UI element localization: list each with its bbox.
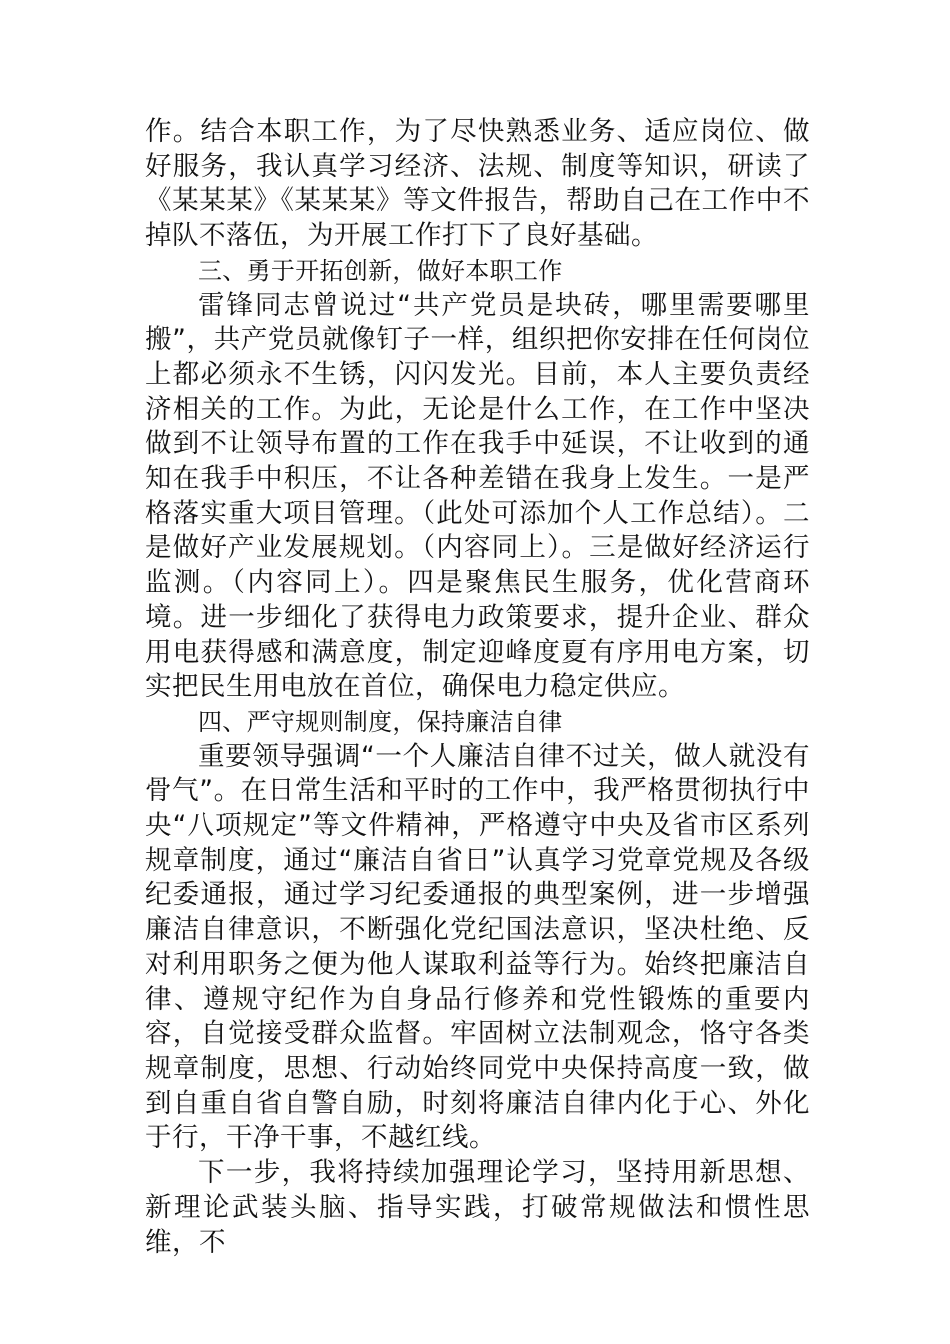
body-paragraph-continued: 作。结合本职工作，为了尽快熟悉业务、适应岗位、做好服务，我认真学习经济、法规、制度等知识，研读了《某某某》《某某某》等文件报告，帮助自己在工作中不掉队不落伍，为开展工作打下了良好基础。 <box>145 116 810 252</box>
body-paragraph: 重要领导强调“一个人廉洁自律不过关，做人就没有骨气”。在日常生活和平时的工作中，我严格贯彻执行中央“八项规定”等文件精神，严格遵守中央及省市区系列规章制度，通过“廉洁自省日”认真学习党章党规及各级纪委通报，通过学习纪委通报的典型案例，进一步增强廉洁自律意识，不断强化党纪国法意识，坚决杜绝、反对利用职务之便为他人谋取利益等行为。始终把廉洁自律、遵规守纪作为自身品行修养和党性锻炼的重要内容，自觉接受群众监督。牢固树立法制观念，恪守各类规章制度，思想、行动始终同党中央保持高度一致，做到自重自省自警自励，时刻将廉洁自律内化于心、外化于行，干净干事，不越红线。 <box>145 740 810 1154</box>
section-heading-3: 三、勇于开拓创新，做好本职工作 <box>198 256 563 285</box>
body-paragraph: 雷锋同志曾说过“共产党员是块砖，哪里需要哪里搬”，共产党员就像钉子一样，组织把你安排在任何岗位上都必须永不生锈，闪闪发光。目前，本人主要负责经济相关的工作。为此，无论是什么工作，在工作中坚决做到不让领导布置的工作在我手中延误，不让收到的通知在我手中积压，不让各种差错在我身上发生。一是严格落实重大项目管理。（此处可添加个人工作总结）。二是做好产业发展规划。（内容同上）。三是做好经济运行监测。（内容同上）。四是聚焦民生服务，优化营商环境。进一步细化了获得电力政策要求，提升企业、群众用电获得感和满意度，制定迎峰度夏有序用电方案，切实把民生用电放在首位，确保电力稳定供应。 <box>145 289 810 703</box>
section-heading-4: 四、严守规则制度，保持廉洁自律 <box>198 707 563 736</box>
document-page <box>145 115 810 1260</box>
body-paragraph: 下一步，我将持续加强理论学习，坚持用新思想、新理论武装头脑、指导实践，打破常规做法和惯性思维，不 <box>145 1157 810 1258</box>
